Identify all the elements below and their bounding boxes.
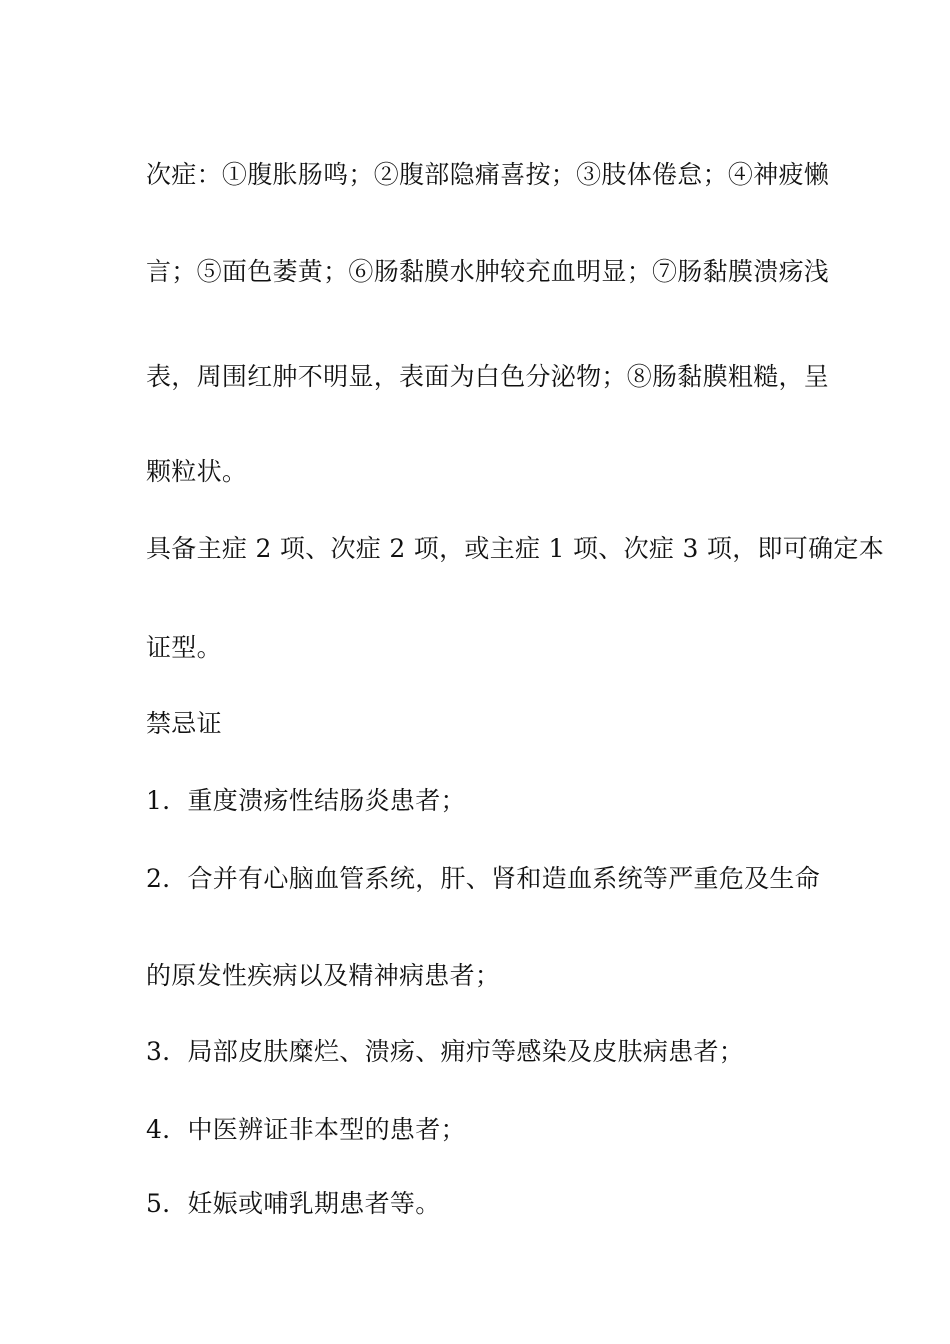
contraindication-item-1: 1．重度溃疡性结肠炎患者； bbox=[146, 786, 466, 815]
criteria-line-2: 证型。 bbox=[146, 633, 222, 662]
contraindication-item-4: 4．中医辨证非本型的患者； bbox=[146, 1115, 466, 1144]
contraindication-item-2-line-2: 的原发性疾病以及精神病患者； bbox=[146, 961, 501, 990]
contraindication-item-5: 5．妊娠或哺乳期患者等。 bbox=[146, 1189, 441, 1218]
contraindication-item-3: 3．局部皮肤糜烂、溃疡、痈疖等感染及皮肤病患者； bbox=[146, 1037, 745, 1066]
contraindication-item-2-line-1: 2．合并有心脑血管系统，肝、肾和造血系统等严重危及生命 bbox=[146, 864, 821, 893]
secondary-symptoms-line-4: 颗粒状。 bbox=[146, 457, 248, 486]
criteria-line-1: 具备主症 2 项、次症 2 项，或主症 1 项、次症 3 项，即可确定本 bbox=[146, 534, 884, 563]
secondary-symptoms-line-3: 表，周围红肿不明显，表面为白色分泌物；⑧肠黏膜粗糙，呈 bbox=[146, 362, 830, 391]
contraindications-heading: 禁忌证 bbox=[146, 709, 222, 738]
secondary-symptoms-line-2: 言；⑤面色萎黄；⑥肠黏膜水肿较充血明显；⑦肠黏膜溃疡浅 bbox=[146, 257, 830, 286]
secondary-symptoms-line-1: 次症：①腹胀肠鸣；②腹部隐痛喜按；③肢体倦怠；④神疲懒 bbox=[146, 160, 830, 189]
